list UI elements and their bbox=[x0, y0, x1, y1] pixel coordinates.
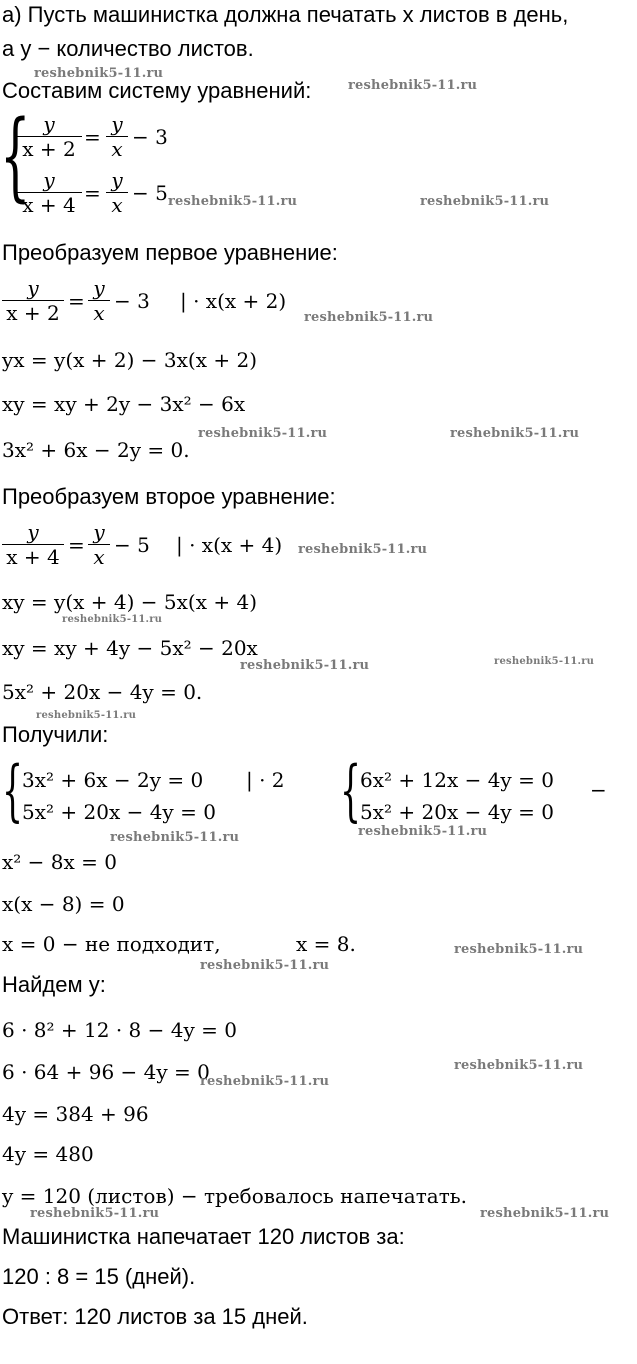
answer-line: Ответ: 120 листов за 15 дней. bbox=[2, 1304, 308, 1329]
watermark: reshebnik5-11.ru bbox=[420, 194, 550, 209]
sys-eq2-lhs: $\frac{y}{x + 4}$ bbox=[16, 168, 82, 217]
watermark: reshebnik5-11.ru bbox=[34, 66, 164, 81]
step2-line-1: xy = y(x + 4) − 5x(x + 4) bbox=[2, 590, 257, 614]
conclusion-line-2: 120 : 8 = 15 (дней). bbox=[2, 1264, 196, 1289]
watermark: reshebnik5-11.ru bbox=[36, 710, 137, 721]
result-heading: Получили: bbox=[2, 722, 109, 747]
result-line-2: x(x − 8) = 0 bbox=[2, 892, 125, 916]
result-line-3a: x = 0 − не подходит, bbox=[2, 932, 221, 956]
watermark: reshebnik5-11.ru bbox=[62, 614, 163, 625]
watermark: reshebnik5-11.ru bbox=[298, 542, 428, 557]
equals-sign: = bbox=[68, 289, 85, 313]
result-sys2-eq1: 6x² + 12x − 4y = 0 bbox=[360, 768, 554, 792]
watermark: reshebnik5-11.ru bbox=[480, 1206, 610, 1221]
step2-rhs: $\frac{y}{x}$ bbox=[88, 520, 110, 569]
watermark: reshebnik5-11.ru bbox=[494, 656, 595, 667]
conclusion-line-1: Машинистка напечатает 120 листов за: bbox=[2, 1224, 405, 1249]
watermark: reshebnik5-11.ru bbox=[348, 78, 478, 93]
find-y-line-1: 6 · 8² + 12 · 8 − 4y = 0 bbox=[2, 1018, 237, 1042]
watermark: reshebnik5-11.ru bbox=[454, 1058, 584, 1073]
system-brace: { bbox=[2, 752, 23, 829]
step2-rhs-tail: − 5 bbox=[114, 533, 150, 557]
step1-multiplier: | · x(x + 2) bbox=[180, 289, 287, 313]
watermark: reshebnik5-11.ru bbox=[450, 426, 580, 441]
sys-eq1-rhs: $\frac{y}{x}$ bbox=[106, 112, 128, 161]
result-sys1-eq2: 5x² + 20x − 4y = 0 bbox=[22, 800, 216, 824]
find-y-heading: Найдем y: bbox=[2, 972, 106, 997]
step2-lhs: $\frac{y}{x + 4}$ bbox=[2, 520, 64, 569]
watermark: reshebnik5-11.ru bbox=[358, 824, 488, 839]
watermark: reshebnik5-11.ru bbox=[110, 830, 240, 845]
step1-heading: Преобразуем первое уравнение: bbox=[2, 240, 338, 265]
find-y-line-5: y = 120 (листов) − требовалось напечатать. bbox=[2, 1184, 468, 1208]
watermark: reshebnik5-11.ru bbox=[240, 658, 370, 673]
watermark: reshebnik5-11.ru bbox=[168, 194, 298, 209]
step2-line-3: 5x² + 20x − 4y = 0. bbox=[2, 680, 203, 704]
watermark: reshebnik5-11.ru bbox=[198, 426, 328, 441]
sys-eq1-tail: − 3 bbox=[132, 125, 168, 149]
step1-lhs: $\frac{y}{x + 2}$ bbox=[2, 276, 64, 325]
watermark: reshebnik5-11.ru bbox=[200, 1074, 330, 1089]
intro-line-3: Составим систему уравнений: bbox=[2, 78, 312, 103]
watermark: reshebnik5-11.ru bbox=[30, 1206, 160, 1221]
system-brace: { bbox=[340, 752, 361, 829]
step2-multiplier: | · x(x + 4) bbox=[176, 533, 283, 557]
step1-line-2: xy = xy + 2y − 3x² − 6x bbox=[2, 392, 246, 416]
equals-sign: = bbox=[84, 181, 101, 205]
equals-sign: = bbox=[84, 125, 101, 149]
step2-line-2: xy = xy + 4y − 5x² − 20x bbox=[2, 636, 258, 660]
find-y-line-3: 4y = 384 + 96 bbox=[2, 1102, 149, 1126]
sys-eq2-rhs: $\frac{y}{x}$ bbox=[106, 168, 128, 217]
sys-eq2-tail: − 5 bbox=[132, 181, 168, 205]
equals-sign: = bbox=[68, 533, 85, 557]
system-brace: { bbox=[0, 100, 31, 212]
find-y-line-2: 6 · 64 + 96 − 4y = 0 bbox=[2, 1060, 210, 1084]
result-line-1: x² − 8x = 0 bbox=[2, 850, 117, 874]
result-sys2-eq2: 5x² + 20x − 4y = 0 bbox=[360, 800, 554, 824]
find-y-line-4: 4y = 480 bbox=[2, 1142, 94, 1166]
step2-heading: Преобразуем второе уравнение: bbox=[2, 484, 336, 509]
step1-rhs: $\frac{y}{x}$ bbox=[88, 276, 110, 325]
intro-line-1: а) Пусть машинистка должна печатать x листов в день, bbox=[2, 2, 569, 27]
intro-line-2: а y − количество листов. bbox=[2, 36, 254, 61]
result-sys1-multiplier: | · 2 bbox=[246, 768, 285, 792]
watermark: reshebnik5-11.ru bbox=[304, 310, 434, 325]
result-sys2-minus: − bbox=[590, 778, 607, 802]
step1-rhs-tail: − 3 bbox=[114, 289, 150, 313]
step1-line-1: yx = y(x + 2) − 3x(x + 2) bbox=[2, 348, 257, 372]
step1-line-3: 3x² + 6x − 2y = 0. bbox=[2, 438, 190, 462]
result-line-3b: x = 8. bbox=[296, 932, 356, 956]
sys-eq1-lhs: $\frac{y}{x + 2}$ bbox=[16, 112, 82, 161]
watermark: reshebnik5-11.ru bbox=[454, 942, 584, 957]
result-sys1-eq1: 3x² + 6x − 2y = 0 bbox=[22, 768, 204, 792]
watermark: reshebnik5-11.ru bbox=[200, 958, 330, 973]
